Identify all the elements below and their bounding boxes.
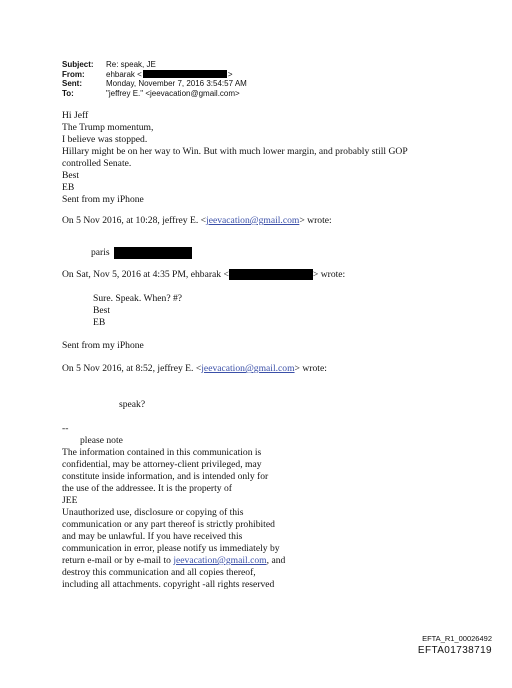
- disclaimer-line: confidential, may be attorney-client privileged, may: [62, 459, 262, 470]
- redaction-box: [229, 269, 313, 280]
- quote2-suffix: > wrote:: [312, 269, 346, 280]
- email-header: [62, 60, 247, 98]
- disclaimer-line: and may be unlawful. If you have received this: [62, 531, 243, 542]
- from-value: ehbarak <: [106, 69, 142, 79]
- quote2-line: Sure. Speak. When? #?: [93, 293, 183, 304]
- subject-value: Re: speak, JE: [106, 60, 156, 69]
- disclaimer-line: The information contained in this communication is: [62, 447, 262, 458]
- quote1-prefix: On 5 Nov 2016, at 10:28, jeffrey E. <: [62, 215, 207, 226]
- sent-row: [62, 79, 247, 89]
- notify-suffix: , and: [266, 555, 286, 566]
- quote3-suffix: > wrote:: [294, 363, 327, 374]
- sent-from-iphone: Sent from my iPhone: [62, 340, 144, 351]
- body-line: Hillary might be on her way to Win. But with much lower margin, and probably still GOP: [62, 146, 408, 157]
- sent-label: Sent:: [62, 79, 82, 89]
- notify-prefix: return e-mail or by e-mail to: [62, 555, 174, 566]
- disclaimer-line: communication or any part thereof is strictly prohibited: [62, 519, 275, 530]
- disclaimer-line: communication in error, please notify us immediately by: [62, 543, 280, 554]
- paris-text: paris: [91, 247, 110, 259]
- paris-line: [91, 247, 192, 259]
- quote1-email-link[interactable]: jeevacation@gmail.com: [206, 215, 300, 226]
- quote1-header: [62, 215, 332, 227]
- quote3-header: [62, 363, 327, 375]
- to-value: "jeffrey E." <jeevacation@gmail.com>: [106, 88, 240, 98]
- disclaimer-line: the use of the addressee. It is the property of: [62, 483, 232, 494]
- body-line: I believe was stopped.: [62, 134, 148, 145]
- redaction-box: [143, 70, 227, 78]
- signature-dashes: --: [62, 423, 69, 434]
- body-line: controlled Senate.: [62, 158, 132, 169]
- body-line: EB: [62, 182, 75, 193]
- redaction-box: [114, 247, 192, 259]
- disclaimer-line: Unauthorized use, disclosure or copying of this: [62, 507, 244, 518]
- document-id-small: EFTA_R1_00026492: [422, 634, 492, 643]
- disclaimer-line: constitute inside information, and is intended only for: [62, 471, 269, 482]
- sent-value: Monday, November 7, 2016 3:54:57 AM: [106, 79, 247, 89]
- subject-label: Subject:: [62, 60, 94, 69]
- quote2-line: Best: [93, 305, 111, 316]
- body-line: The Trump momentum,: [62, 122, 154, 133]
- disclaimer-line: JEE: [62, 495, 78, 506]
- from-label: From:: [62, 69, 85, 79]
- message-body: [62, 110, 408, 206]
- to-label: To:: [62, 88, 74, 98]
- disclaimer-line: including all attachments. copyright -all rights reserved: [62, 579, 275, 590]
- disclaimer-notify-line: [62, 555, 285, 567]
- quote3-email-link[interactable]: jeevacation@gmail.com: [201, 363, 295, 374]
- body-line: Best: [62, 170, 80, 181]
- quote1-suffix: > wrote:: [299, 215, 332, 226]
- quote2-header: [62, 269, 345, 281]
- document-id-large: EFTA01738719: [417, 645, 492, 656]
- from-row: [62, 70, 247, 80]
- quote3-prefix: On 5 Nov 2016, at 8:52, jeffrey E. <: [62, 363, 202, 374]
- subject-row: [62, 60, 247, 70]
- body-line: Sent from my iPhone: [62, 194, 144, 205]
- body-line: Hi Jeff: [62, 110, 89, 121]
- disclaimer-line: destroy this communication and all copies thereof,: [62, 567, 256, 578]
- quote2-body: [93, 293, 182, 329]
- disclaimer-email-link[interactable]: jeevacation@gmail.com: [173, 555, 267, 566]
- quote2-prefix: On Sat, Nov 5, 2016 at 4:35 PM, ehbarak <: [62, 269, 229, 280]
- quote2-line: EB: [93, 317, 106, 328]
- please-note: please note: [80, 435, 123, 446]
- speak-text: speak?: [119, 399, 146, 410]
- disclaimer: [62, 423, 285, 591]
- from-end: >: [227, 69, 233, 79]
- to-row: [62, 89, 247, 99]
